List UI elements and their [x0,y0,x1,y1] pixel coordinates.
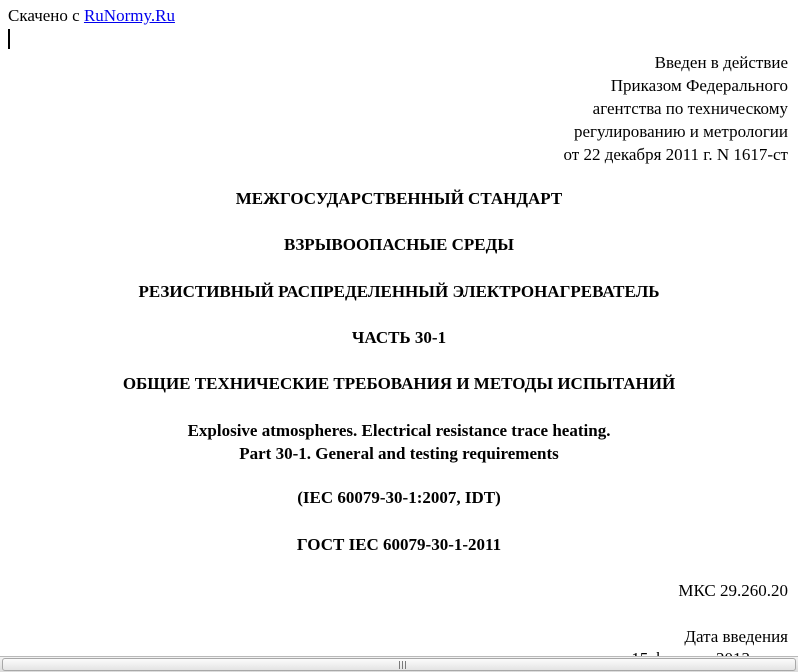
text-cursor [8,29,10,49]
english-title-line1: Explosive atmospheres. Electrical resistance trace heating. [187,421,611,440]
source-prefix: Скачено с [8,6,84,25]
scrollbar-thumb[interactable] [2,658,796,671]
grip-icon [398,661,408,669]
enactment-note [563,51,788,166]
enactment-line: агентства по техническому [592,99,788,118]
source-line [8,6,175,26]
horizontal-scrollbar[interactable] [0,656,798,672]
runormy-link[interactable]: RuNormy.Ru [83,6,175,25]
intro-date-label: Дата введения [684,627,788,646]
part-heading: ЧАСТЬ 30-1 [351,328,447,347]
subject-heading: РЕЗИСТИВНЫЙ РАСПРЕДЕЛЕННЫЙ ЭЛЕКТРОНАГРЕВАТЕЛЬ [138,282,660,301]
domain-heading: ВЗРЫВООПАСНЫЕ СРЕДЫ [284,235,514,254]
title-heading: ОБЩИЕ ТЕХНИЧЕСКИЕ ТРЕБОВАНИЯ И МЕТОДЫ ИСПЫТАНИЙ [122,374,676,393]
iec-reference: (IEC 60079-30-1:2007, IDT) [297,488,501,507]
mks-code: МКС 29.260.20 [678,581,788,600]
enactment-line: регулированию и метрологии [573,122,788,141]
enactment-line: от 22 декабря 2011 г. N 1617-ст [563,145,788,164]
english-title [0,419,798,465]
english-title-line2: Part 30-1. General and testing requirements [239,444,559,463]
enactment-line: Приказом Федерального [610,76,788,95]
enactment-line: Введен в действие [654,53,788,72]
gost-number: ГОСТ IEC 60079-30-1-2011 [296,535,502,554]
standard-type-heading: МЕЖГОСУДАРСТВЕННЫЙ СТАНДАРТ [235,189,563,208]
